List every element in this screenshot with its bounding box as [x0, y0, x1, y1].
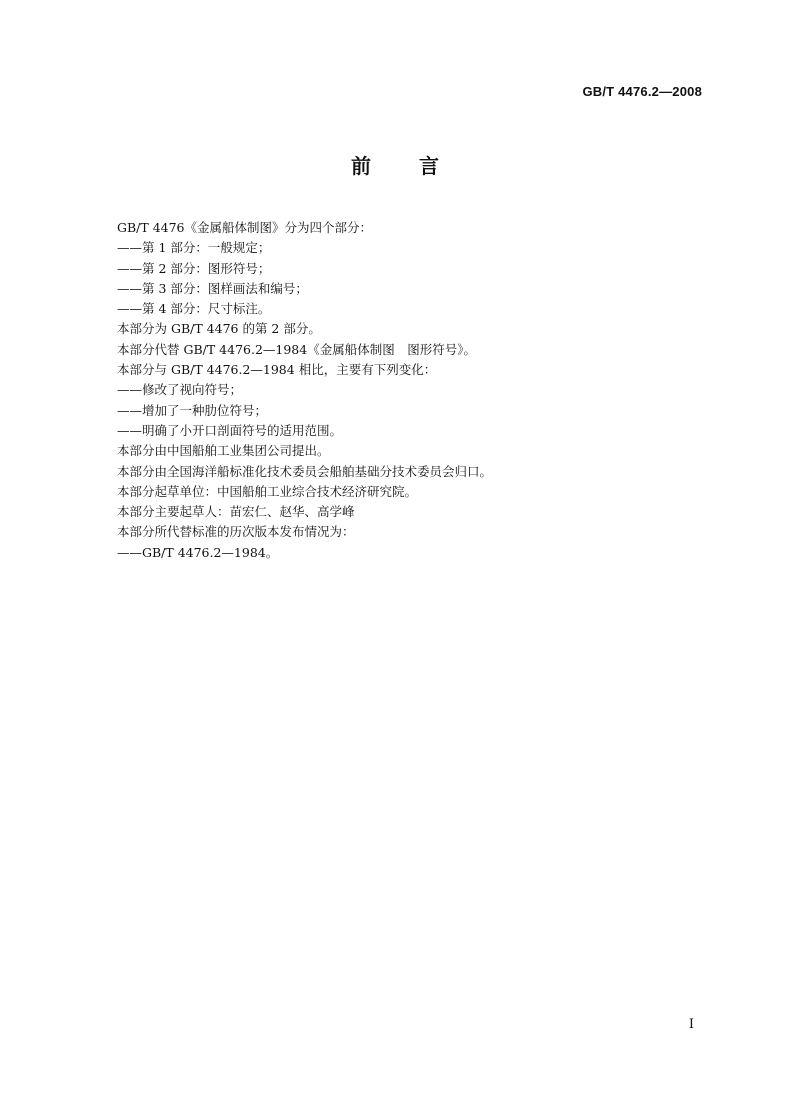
foreword-line: 本部分代替 GB/T 4476.2—1984《金属船体制图 图形符号》。 [117, 341, 476, 357]
foreword-line: 本部分主要起草人：苗宏仁、赵华、高学峰 [117, 504, 355, 520]
foreword-line: GB/T 4476《金属船体制图》分为四个部分： [117, 220, 373, 235]
foreword-line: ——增加了一种肋位符号； [117, 402, 268, 418]
foreword-line: 本部分为 GB/T 4476 的第 2 部分。 [117, 321, 321, 337]
foreword-line: 本部分所代替标准的历次版本发布情况为： [117, 524, 355, 540]
foreword-body [117, 218, 717, 563]
page-number: I [688, 1017, 694, 1032]
foreword-line: ——修改了视向符号； [117, 382, 243, 398]
foreword-line: ——第 2 部分：图形符号； [117, 260, 271, 276]
title-char: 前 [351, 154, 373, 178]
foreword-line: 本部分由中国船舶工业集团公司提出。 [117, 443, 330, 459]
foreword-line: ——第 4 部分：尺寸标注。 [117, 301, 271, 317]
page-title [0, 150, 792, 179]
foreword-line: 本部分起草单位：中国船舶工业综合技术经济研究院。 [117, 483, 418, 499]
foreword-line: 本部分由全国海洋船标准化技术委员会船舶基础分技术委员会归口。 [117, 463, 493, 479]
title-char: 言 [419, 154, 441, 178]
foreword-line: 本部分与 GB/T 4476.2—1984 相比，主要有下列变化： [117, 362, 437, 378]
standard-code: GB/T 4476.2—2008 [582, 84, 702, 99]
foreword-line: ——GB/T 4476.2—1984。 [117, 544, 279, 560]
foreword-line: ——明确了小开口剖面符号的适用范围。 [117, 422, 343, 438]
foreword-line: ——第 3 部分：图样画法和编号； [117, 280, 308, 296]
foreword-line: ——第 1 部分：一般规定； [117, 240, 271, 256]
